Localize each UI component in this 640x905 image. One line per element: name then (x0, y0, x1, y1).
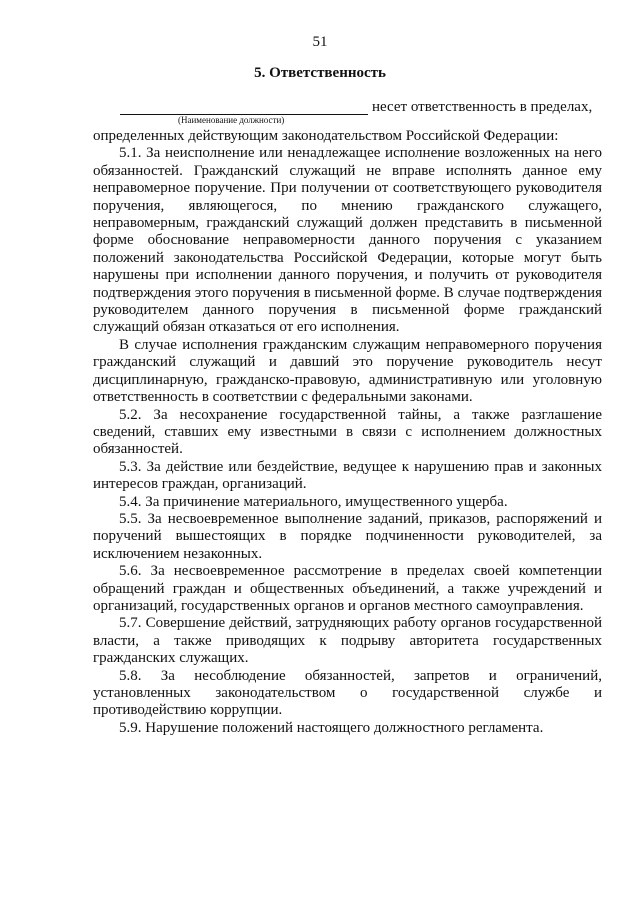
position-line (120, 99, 600, 125)
paragraph-5-5: 5.5. За несвоевременное выполнение заданий, приказов, распоряжений и поручений вышестоящих в порядке подчиненности руководителей, за исключением незаконных. (93, 510, 602, 562)
paragraph-5-8: 5.8. За несоблюдение обязанностей, запретов и ограничений, установленных законодательством о государственной службе и противодействию коррупции. (93, 667, 602, 719)
paragraph-5-3: 5.3. За действие или бездействие, ведущее к нарушению прав и законных интересов граждан, организаций. (93, 458, 602, 493)
document-body (93, 128, 602, 737)
paragraph-5-2: 5.2. За несохранение государственной тайны, а также разглашение сведений, ставших ему известными в связи с исполнением должностных обязанностей. (93, 406, 602, 458)
paragraph-5-6: 5.6. За несвоевременное рассмотрение в пределах своей компетенции обращений граждан и общественных объединений, а также учреждений и организаций, государственных органов и органов местного самоуправления. (93, 563, 602, 614)
paragraph-5-1: 5.1. За неисполнение или ненадлежащее исполнение возложенных на него обязанностей. Гражданский служащий не вправе исполнять данное ему неправомерное поручение. При получении от соответствующего руководителя поручения, являющегося, по мнению гражданского служащего, неправомерным, гражданский служащий должен представить в письменной форме обоснование неправомерности данного поручения с указанием положений законодательства Российской Федерации, которые могут быть нарушены при исполнении данного поручения, и получить от руководителя подтверждения этого поручения в письменной форме. В случае подтверждения руководителем данного поручения в письменной форме гражданский служащий обязан отказаться от его исполнения. (93, 145, 602, 336)
paragraph-intro: определенных действующим законодательством Российской Федерации: (93, 128, 559, 144)
page-number: 51 (312, 34, 328, 50)
paragraph-5-1-cont: В случае исполнения гражданским служащим неправомерного поручения гражданский служащий и давший это поручение руководитель несут дисциплинарную, гражданско-правовую, административную или уголовную ответственность в соответствии с федеральными законами. (93, 336, 602, 406)
first-line-text: несет ответственность в пределах, (372, 99, 593, 115)
paragraph-5-9: 5.9. Нарушение положений настоящего должностного регламента. (119, 719, 544, 736)
position-caption: (Наименование должности) (178, 115, 285, 125)
section-title: 5. Ответственность (254, 65, 386, 81)
paragraph-5-7: 5.7. Совершение действий, затрудняющих работу органов государственной власти, а также приводящих к подрыву авторитета государственных гражданских служащих. (93, 615, 602, 667)
paragraph-5-4: 5.4. За причинение материального, имущественного ущерба. (119, 493, 508, 510)
